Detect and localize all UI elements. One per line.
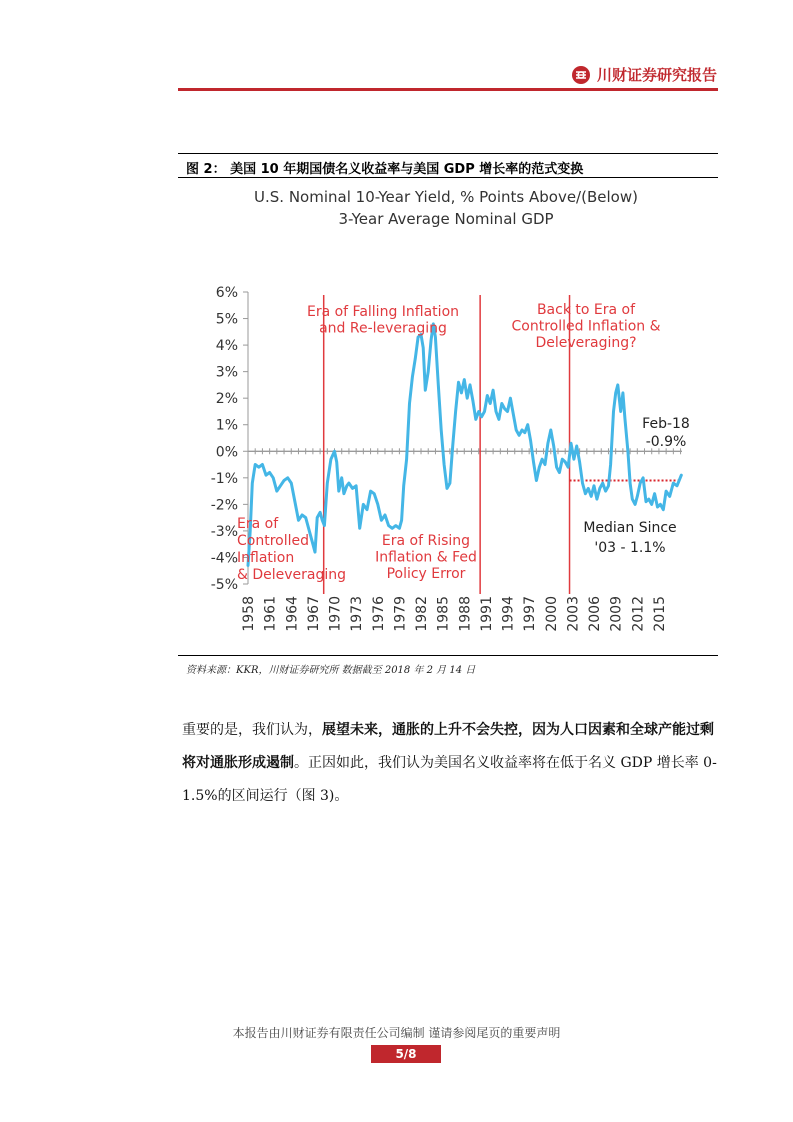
era-controlled-inflation-label: Inflation [237, 550, 295, 566]
y-tick-label: -4% [210, 550, 238, 567]
figure-caption: 图 2： 美国 10 年期国债名义收益率与美国 GDP 增长率的范式变换 [186, 162, 584, 177]
era-falling-inflation-label: and Re-leveraging [319, 320, 447, 337]
figure-caption-rule [178, 177, 718, 178]
x-tick-label: 2015 [651, 596, 668, 632]
era-falling-inflation-label: Era of Falling Inflation [306, 304, 460, 320]
y-tick-label: 5% [215, 311, 238, 328]
yield-gdp-chart [178, 270, 718, 650]
x-tick-label: 1970 [327, 596, 344, 632]
body-text-intro: 重要的是，我们认为， [182, 722, 322, 738]
x-tick-label: 1973 [349, 596, 366, 632]
y-tick-label: 2% [215, 391, 238, 408]
chart-annotations [237, 302, 690, 583]
feb-18-label: -0.9% [645, 434, 687, 450]
page-number: 5/8 [371, 1045, 441, 1063]
y-tick-label: 0% [215, 444, 238, 461]
era-rising-inflation-label: Inflation & Fed [375, 549, 477, 566]
x-tick-label: 2000 [543, 596, 560, 632]
x-tick-label: 1988 [457, 596, 474, 632]
figure-top-rule [178, 153, 718, 154]
era-controlled-deleveraging-label: Controlled Inflation & [511, 318, 661, 335]
header-brand [571, 64, 717, 85]
x-tick-label: 1985 [435, 596, 452, 632]
x-tick-label: 1979 [392, 596, 409, 632]
body-paragraph [182, 714, 722, 813]
chart-title-line-2: 3-Year Average Nominal GDP [338, 210, 554, 228]
y-tick-label: -1% [210, 470, 238, 487]
brand-text: 川财证券研究报告 [596, 66, 717, 84]
era-controlled-inflation-label: Era of [237, 516, 279, 532]
x-tick-label: 1967 [305, 596, 322, 632]
header-divider [178, 88, 718, 91]
x-tick-label: 2006 [587, 596, 604, 632]
x-tick-label: 1961 [262, 596, 279, 632]
figure-source: 资料来源：KKR，川财证券研究所 数据截至 2018 年 2 月 14 日 [186, 665, 476, 676]
x-tick-label: 2009 [608, 596, 625, 632]
x-tick-label: 1997 [522, 596, 539, 632]
x-tick-label: 1958 [241, 596, 257, 632]
brand-logo-icon [571, 65, 591, 85]
y-tick-label: 3% [215, 364, 238, 381]
era-controlled-inflation-label: Controlled [237, 533, 309, 549]
y-tick-label: -3% [210, 523, 238, 540]
x-tick-label: 1994 [500, 596, 517, 632]
chart-title [240, 186, 652, 230]
median-since-label: Median Since [583, 520, 677, 536]
body-text-bold: 展望未来，通胀的上升不会失控，因为人口因素和全球产能过剩将对通胀形成遏制 [182, 722, 714, 771]
y-tick-label: -2% [210, 497, 238, 514]
y-tick-label: 6% [215, 285, 238, 301]
x-tick-label: 1991 [478, 596, 495, 632]
era-controlled-inflation-label: & Deleveraging [237, 567, 347, 583]
y-tick-label: 4% [215, 338, 238, 355]
x-tick-label: 1976 [370, 596, 387, 632]
median-since-label: '03 - 1.1% [594, 540, 666, 556]
y-tick-label: -5% [210, 577, 238, 593]
footer-disclaimer: 本报告由川财证券有限责任公司编制 谨请参阅尾页的重要声明 [232, 1026, 561, 1040]
era-rising-inflation-label: Policy Error [386, 566, 466, 582]
figure-bottom-rule [178, 655, 718, 656]
chart-title-line-1: U.S. Nominal 10-Year Yield, % Points Above/(Below) [254, 188, 638, 206]
era-controlled-deleveraging-label: Deleveraging? [535, 335, 637, 351]
era-rising-inflation-label: Era of Rising [381, 533, 471, 549]
body-text-rest: 。正因如此，我们认为美国名义收益率将在低于名义 GDP 增长率 0-1.5%的区间运行（图 3)。 [182, 755, 717, 804]
feb-18-label: Feb-18 [642, 416, 690, 432]
x-tick-label: 2003 [565, 596, 582, 632]
y-tick-label: 1% [215, 417, 238, 434]
x-tick-label: 1964 [284, 596, 301, 632]
era-controlled-deleveraging-label: Back to Era of [536, 302, 636, 318]
x-tick-label: 2012 [630, 596, 647, 632]
x-tick-label: 1982 [414, 596, 431, 632]
